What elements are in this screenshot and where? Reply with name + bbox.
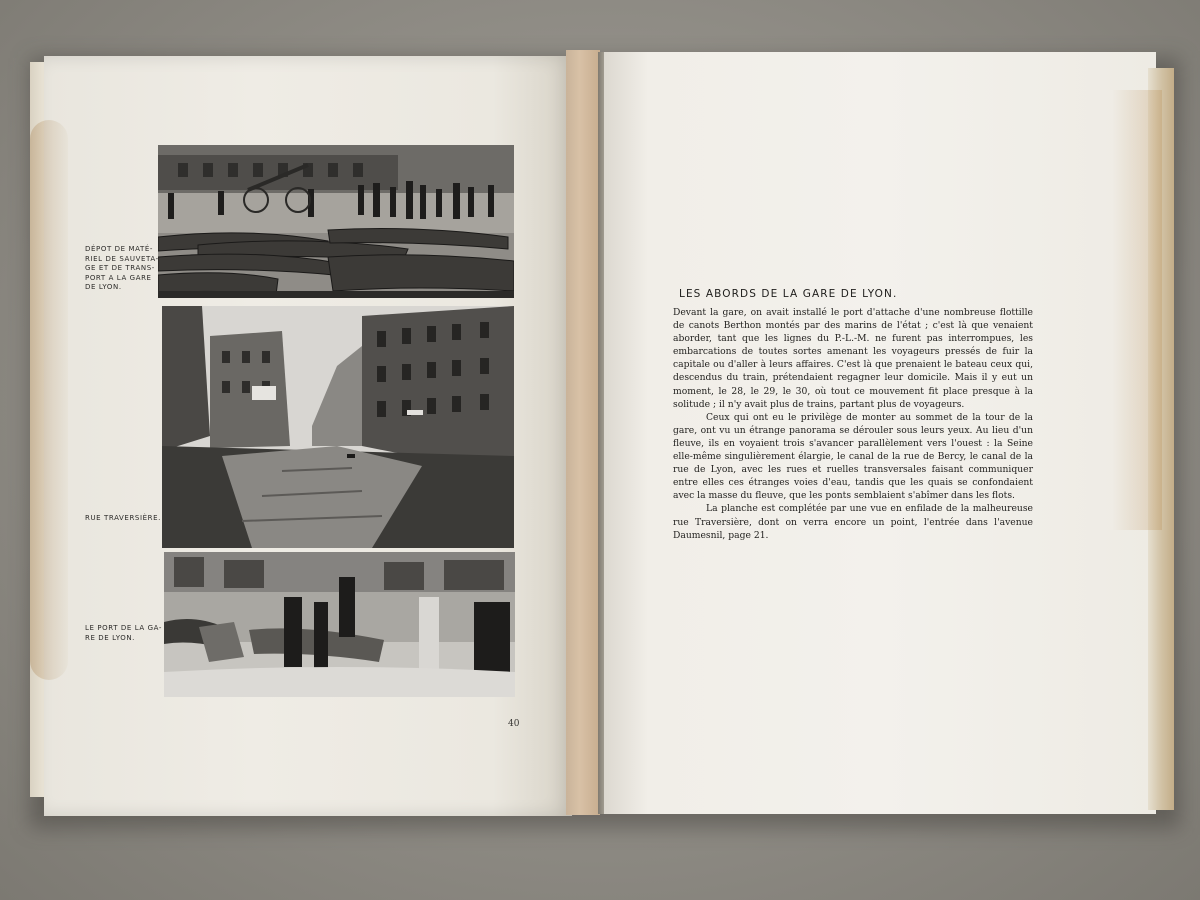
binding-strip (566, 50, 600, 815)
page-number: 40 (508, 719, 520, 729)
caption-depot: DÉPOT DE MATÉ-RIEL DE SAUVETA-GE ET DE TRANS-PORT A LA GARE DE LYON. (85, 245, 159, 291)
photo-depot (158, 145, 514, 298)
caption-port: LE PORT DE LA GA-RE DE LYON. (85, 624, 163, 642)
photo-rue-traversiere (162, 306, 514, 548)
caption-rue-traversiere: RUE TRAVERSIÈRE. (85, 514, 161, 522)
right-page-stain (1112, 90, 1162, 530)
body-text (673, 306, 1033, 542)
paragraph-2: Ceux qui ont eu le privilège de monter au sommet de la tour de la gare, ont vu un étrange panorama se dérouler sous leurs yeux. Au lieu d'un fleuve, ils en voyaient trois s'avancer parallèlement vers l'ouest : la Seine elle-même singulièrement élargie, le canal de la rue de Bercy, le canal de la rue de Lyon, avec les rues et ruelles transversales faisant communiquer entre elles ces étranges voies d'eau, tandis que les quais se confondaient avec la masse du fleuve, que les ponts semblaient s'abîmer dans les flots. (673, 411, 1033, 502)
photo-port-gare-de-lyon (164, 552, 515, 697)
left-page-stain (30, 120, 68, 680)
paragraph-1: Devant la gare, on avait installé le port d'attache d'une nombreuse flottille de canots Berthon montés par des marins de l'état ; c'est là que venaient aborder, tant que les lignes du P.-L.-M. ne furent pas interrompues, les embarcations de toutes sortes amenant les voyageurs pressés de fuir la capitale ou d'aller à leurs affaires. C'est là que prenaient le bateau ceux qui, descendus du train, prétendaient regagner leur domicile. Mais il y eut un moment, le 28, le 29, le 30, où tout ce mouvement fit place presque à la solitude ; il n'y avait plus de trains, partant plus de voyageurs. (673, 307, 1033, 410)
paragraph-3: La planche est complétée par une vue en enfilade de la malheureuse rue Traversière, dont on verra encore un point, l'entrée dans l'avenue Daumesnil, page 21. (673, 503, 1033, 541)
chapter-heading: LES ABORDS DE LA GARE DE LYON. (679, 288, 898, 300)
